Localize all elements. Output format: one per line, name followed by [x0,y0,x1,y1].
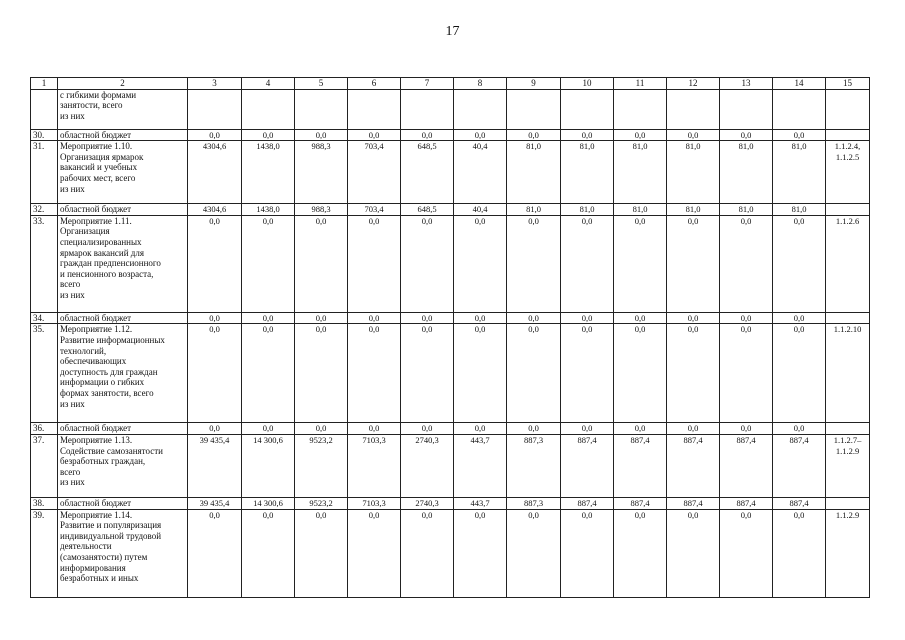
value-cell: 0,0 [614,324,667,423]
value-cell: 81,0 [773,141,826,204]
value-cell: 39 435,4 [188,434,242,497]
value-cell: 39 435,4 [188,497,242,509]
value-cell: 0,0 [720,215,773,312]
value-cell: 887,4 [720,497,773,509]
value-cell: 0,0 [561,324,614,423]
row-name: Мероприятие 1.14. Развитие и популяризация индивидуальной трудовой деятельности (самозанятости) путем информирования безработных и иных [58,509,188,597]
value-cell: 0,0 [188,423,242,435]
value-cell: 0,0 [561,509,614,597]
value-cell: 0,0 [188,129,242,141]
value-cell: 0,0 [667,423,720,435]
value-cell: 887,4 [773,497,826,509]
value-cell: 887,4 [614,434,667,497]
value-cell: 0,0 [295,215,348,312]
column-header: 11 [614,78,667,90]
value-cell: 0,0 [507,509,561,597]
value-cell: 0,0 [188,324,242,423]
row-number: 34. [31,312,58,324]
row-number: 31. [31,141,58,204]
value-cell: 703,4 [348,141,401,204]
value-cell: 0,0 [773,423,826,435]
column-header: 5 [295,78,348,90]
value-cell: 0,0 [188,215,242,312]
value-cell: 0,0 [773,312,826,324]
task-code: 1.1.2.9 [826,509,870,597]
value-cell: 0,0 [561,312,614,324]
row-name: областной бюджет [58,497,188,509]
value-cell: 0,0 [348,324,401,423]
value-cell: 0,0 [401,312,454,324]
value-cell [561,89,614,129]
value-cell: 40,4 [454,204,507,216]
row-name: Мероприятие 1.10. Организация ярмарок вакансий и учебных рабочих мест, всего из них [58,141,188,204]
row-name: областной бюджет [58,204,188,216]
value-cell: 0,0 [667,324,720,423]
value-cell: 887,3 [507,434,561,497]
value-cell: 0,0 [720,312,773,324]
row-number: 30. [31,129,58,141]
task-code: 1.1.2.10 [826,324,870,423]
value-cell: 0,0 [561,423,614,435]
value-cell: 81,0 [507,204,561,216]
table-row [31,434,870,497]
table-row [31,423,870,435]
value-cell: 887,4 [561,434,614,497]
row-name: Мероприятие 1.13. Содействие самозанятости безработных граждан, всего из них [58,434,188,497]
value-cell: 81,0 [614,204,667,216]
value-cell [295,89,348,129]
value-cell: 0,0 [401,324,454,423]
table-row [31,324,870,423]
value-cell: 0,0 [348,129,401,141]
value-cell: 887,4 [561,497,614,509]
value-cell: 0,0 [667,509,720,597]
column-header: 7 [401,78,454,90]
value-cell: 887,4 [667,434,720,497]
value-cell: 0,0 [773,509,826,597]
row-number: 39. [31,509,58,597]
value-cell: 0,0 [614,129,667,141]
value-cell: 7103,3 [348,434,401,497]
value-cell: 81,0 [561,141,614,204]
task-code: 1.1.2.6 [826,215,870,312]
value-cell: 81,0 [720,204,773,216]
value-cell: 0,0 [773,215,826,312]
value-cell: 81,0 [773,204,826,216]
row-name: областной бюджет [58,312,188,324]
value-cell: 0,0 [614,509,667,597]
column-header: 8 [454,78,507,90]
value-cell: 0,0 [242,312,295,324]
column-header: 4 [242,78,295,90]
task-code [826,312,870,324]
value-cell [401,89,454,129]
value-cell: 0,0 [242,129,295,141]
row-name: Мероприятие 1.12. Развитие информационных технологий, обеспечивающих доступность для граждан информации о гибких формах занятости, всего из них [58,324,188,423]
value-cell: 0,0 [507,129,561,141]
value-cell: 648,5 [401,204,454,216]
value-cell: 81,0 [507,141,561,204]
row-name: Мероприятие 1.11. Организация специализированных ярмарок вакансий для граждан предпенсионного и пенсионного возраста, всего из них [58,215,188,312]
value-cell: 988,3 [295,141,348,204]
task-code: 1.1.2.4, 1.1.2.5 [826,141,870,204]
value-cell: 0,0 [667,215,720,312]
value-cell: 0,0 [507,423,561,435]
task-code: 1.1.2.7– 1.1.2.9 [826,434,870,497]
row-number: 32. [31,204,58,216]
row-number: 38. [31,497,58,509]
value-cell: 0,0 [295,312,348,324]
value-cell: 0,0 [720,509,773,597]
value-cell: 81,0 [614,141,667,204]
value-cell: 0,0 [295,423,348,435]
value-cell: 887,4 [773,434,826,497]
value-cell [454,89,507,129]
header-row [31,78,870,90]
table-row [31,509,870,597]
column-header: 2 [58,78,188,90]
table-row [31,204,870,216]
value-cell [720,89,773,129]
row-name: областной бюджет [58,129,188,141]
value-cell: 9523,2 [295,434,348,497]
value-cell: 0,0 [454,509,507,597]
value-cell: 81,0 [667,204,720,216]
column-header: 12 [667,78,720,90]
value-cell: 0,0 [454,312,507,324]
budget-table [30,77,870,598]
value-cell: 0,0 [720,423,773,435]
value-cell: 0,0 [401,215,454,312]
value-cell [667,89,720,129]
value-cell [188,89,242,129]
value-cell: 0,0 [295,509,348,597]
value-cell: 0,0 [401,129,454,141]
value-cell: 40,4 [454,141,507,204]
value-cell [242,89,295,129]
value-cell [614,89,667,129]
value-cell: 0,0 [614,312,667,324]
value-cell: 14 300,6 [242,434,295,497]
value-cell: 1438,0 [242,141,295,204]
task-code [826,129,870,141]
row-number [31,89,58,129]
row-number: 37. [31,434,58,497]
table-row [31,215,870,312]
table-row [31,497,870,509]
row-number: 36. [31,423,58,435]
column-header: 9 [507,78,561,90]
value-cell: 81,0 [561,204,614,216]
value-cell: 0,0 [773,129,826,141]
table-row [31,129,870,141]
row-number: 33. [31,215,58,312]
value-cell: 0,0 [188,312,242,324]
task-code [826,423,870,435]
column-header: 15 [826,78,870,90]
value-cell: 2740,3 [401,434,454,497]
value-cell: 0,0 [348,215,401,312]
value-cell: 0,0 [561,129,614,141]
task-code [826,204,870,216]
value-cell: 0,0 [188,509,242,597]
value-cell: 0,0 [667,129,720,141]
value-cell: 0,0 [667,312,720,324]
table-row [31,89,870,129]
value-cell: 4304,6 [188,204,242,216]
value-cell: 887,4 [667,497,720,509]
value-cell: 7103,3 [348,497,401,509]
column-header: 3 [188,78,242,90]
value-cell: 0,0 [561,215,614,312]
value-cell: 0,0 [614,215,667,312]
page-number: 17 [445,24,460,39]
value-cell: 648,5 [401,141,454,204]
value-cell: 0,0 [507,215,561,312]
value-cell: 887,4 [720,434,773,497]
value-cell: 0,0 [454,215,507,312]
value-cell: 4304,6 [188,141,242,204]
column-header: 14 [773,78,826,90]
task-code [826,497,870,509]
value-cell: 988,3 [295,204,348,216]
column-header: 13 [720,78,773,90]
column-header: 6 [348,78,401,90]
row-name: областной бюджет [58,423,188,435]
value-cell: 0,0 [454,324,507,423]
value-cell: 0,0 [614,423,667,435]
value-cell: 0,0 [720,324,773,423]
value-cell: 443,7 [454,434,507,497]
value-cell: 14 300,6 [242,497,295,509]
table-row [31,141,870,204]
value-cell: 703,4 [348,204,401,216]
value-cell: 443,7 [454,497,507,509]
value-cell: 0,0 [242,215,295,312]
table-row [31,312,870,324]
row-number: 35. [31,324,58,423]
value-cell: 0,0 [295,324,348,423]
value-cell: 0,0 [295,129,348,141]
value-cell: 887,3 [507,497,561,509]
value-cell: 0,0 [507,312,561,324]
value-cell: 81,0 [667,141,720,204]
task-code [826,89,870,129]
value-cell: 0,0 [454,423,507,435]
value-cell: 0,0 [401,509,454,597]
value-cell: 0,0 [242,423,295,435]
value-cell: 0,0 [242,324,295,423]
value-cell [507,89,561,129]
value-cell [773,89,826,129]
value-cell: 1438,0 [242,204,295,216]
column-header: 10 [561,78,614,90]
value-cell: 0,0 [401,423,454,435]
value-cell: 0,0 [348,423,401,435]
value-cell: 81,0 [720,141,773,204]
row-name: с гибкими формами занятости, всего из них [58,89,188,129]
value-cell: 0,0 [507,324,561,423]
value-cell: 9523,2 [295,497,348,509]
value-cell: 0,0 [720,129,773,141]
value-cell: 0,0 [454,129,507,141]
value-cell: 0,0 [242,509,295,597]
value-cell: 2740,3 [401,497,454,509]
value-cell: 887,4 [614,497,667,509]
value-cell: 0,0 [348,312,401,324]
value-cell [348,89,401,129]
value-cell: 0,0 [773,324,826,423]
column-header: 1 [31,78,58,90]
value-cell: 0,0 [348,509,401,597]
